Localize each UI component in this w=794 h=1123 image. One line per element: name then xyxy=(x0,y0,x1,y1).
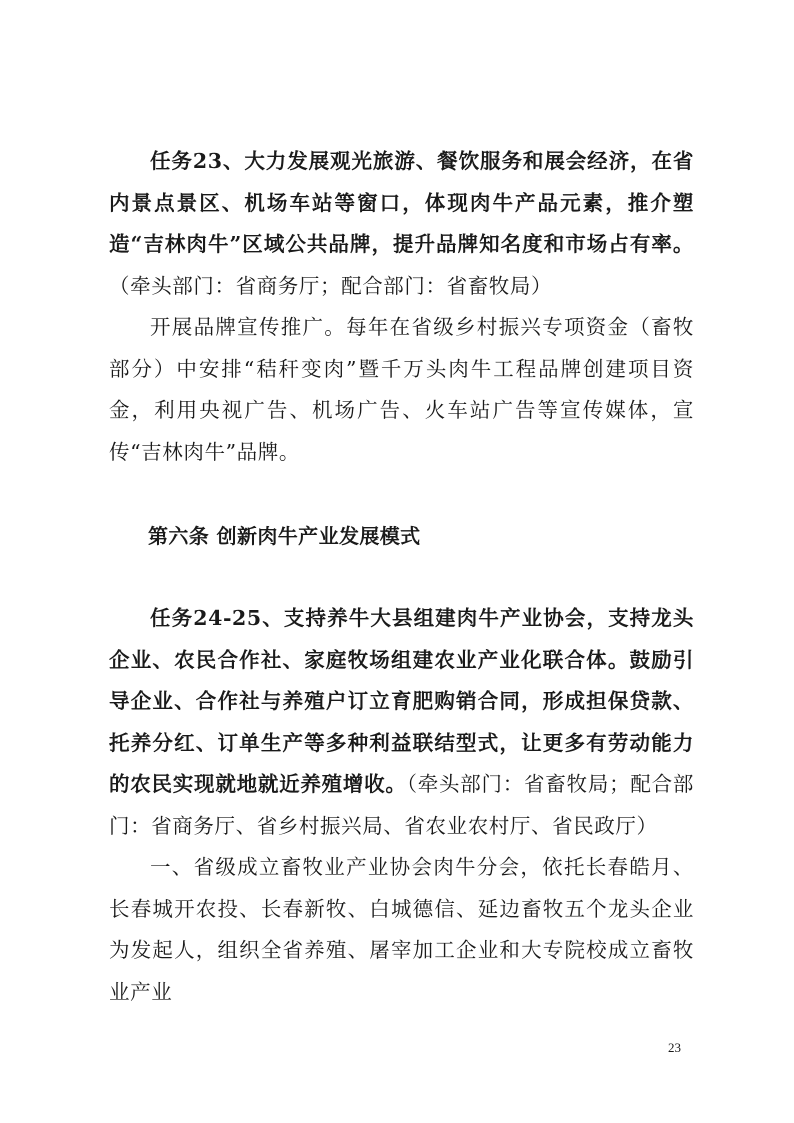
section-heading: 第六条 创新肉牛产业发展模式 xyxy=(148,524,421,548)
brand-promotion-paragraph: 开展品牌宣传推广。每年在省级乡村振兴专项资金（畜牧部分）中安排“秸秆变肉”暨千万头肉牛工程品牌创建项目资金，利用央视广告、机场广告、火车站广告等宣传媒体，宣传“吉林肉牛”品牌。 xyxy=(109,315,694,464)
page-number: 23 xyxy=(668,1040,681,1055)
task-24-25-paragraph xyxy=(109,598,694,847)
task-24-25-text: 任务24-25、支持养牛大县组建肉牛产业协会，支持龙头企业、农民合作社、家庭牧场组建农业产业化联合体。鼓励引导企业、合作社与养殖户订立育肥购销合同，形成担保贷款、托养分红、订单生产等多种利益联结型式，让更多有劳动能力的农民实现就地就近养殖增收。 xyxy=(109,606,694,796)
task-24-25-departments: （牵头部门：省畜牧局；配合部门：省商务厅、省乡村振兴局、省农业农村厅、省民政厅） xyxy=(109,772,694,838)
task-23-text: 任务23、大力发展观光旅游、餐饮服务和展会经济，在省内景点景区、机场车站等窗口，体现肉牛产品元素，推介塑造“吉林肉牛”区域公共品牌，提升品牌知名度和市场占有率。 xyxy=(109,149,694,256)
task-23-paragraph xyxy=(109,141,694,307)
task-23-departments: （牵头部门：省商务厅；配合部门：省畜牧局） xyxy=(109,273,553,298)
industry-association-paragraph: 一、省级成立畜牧业产业协会肉牛分会，依托长春皓月、长春城开农投、长春新牧、白城德信、延边畜牧五个龙头企业为发起人，组织全省养殖、屠宰加工企业和大专院校成立畜牧业产业 xyxy=(109,855,694,1004)
